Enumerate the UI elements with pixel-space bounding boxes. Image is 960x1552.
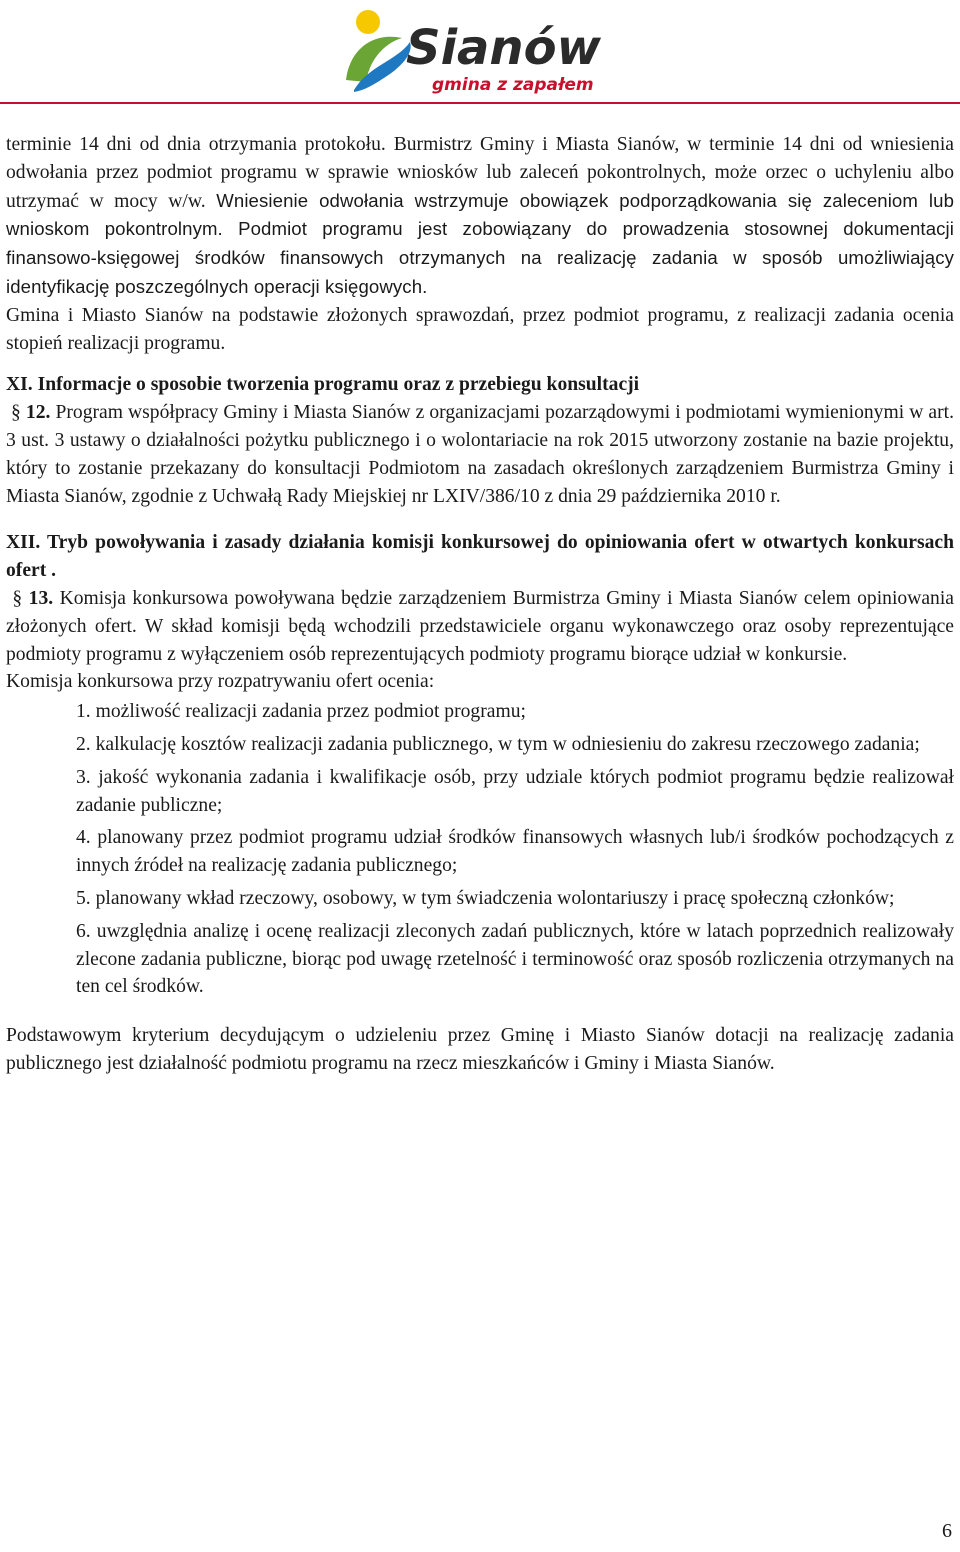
list-item: 1. możliwość realizacji zadania przez podmiot programu; [76, 701, 526, 723]
criteria-list [6, 698, 954, 1001]
paragraph-appeal-text: terminie 14 dni od dnia otrzymania protokołu. Burmistrz Gminy i Miasta Sianów, w terminie 14 dni od wniesienia odwołania przez podmiot programu w sprawie wniosków lub zaleceń pokontrolnych, może orzec o uchyleniu albo utrzymać w mocy w/w. [6, 134, 954, 212]
list-item: 5. planowany wkład rzeczowy, osobowy, w tym świadczenia wolontariuszy i pracę społeczną członków; [76, 887, 895, 909]
list-item: 3. jakość wykonania zadania i kwalifikacje osób, przy udziale których podmiot programu będzie realizował zadanie publiczne; [76, 766, 954, 816]
section-sign: § [6, 402, 26, 424]
paragraph-main-criterion: Podstawowym kryterium decydującym o udzieleniu przez Gminę i Miasto Sianów dotacji na realizację zadania publicznego jest działalność podmiotu programu na rzecz mieszkańców i Gminy i Miasta Sianów. [6, 1025, 954, 1074]
paragraph-assessment: Gmina i Miasto Sianów na podstawie złożonych sprawozdań, przez podmiot programu, z realizacji zadania ocenia stopień realizacji programu. [6, 304, 954, 354]
logo-sun-icon [356, 10, 380, 34]
paragraph-number: 12. [25, 402, 51, 424]
header-divider [0, 102, 960, 104]
paragraph-appeal [6, 131, 954, 302]
document-body [6, 131, 954, 1097]
section-xii-text: Komisja konkursowa powoływana będzie zarządzeniem Burmistrza Gminy i Miasta Sianów celem opiniowania złożonych ofert. W skład komisji będą wchodzili przedstawiciele organu wykonawczego oraz osoby reprezentujące podmioty programu z wyłączeniem osób reprezentujących podmioty programu biorące udział w konkursie. [6, 587, 954, 665]
section-xi-text: Program współpracy Gminy i Miasta Sianów z organizacjami pozarządowymi i podmiotami wymienionymi w art. 3 ust. 3 ustawy o działalności pożytku publicznego i o wolontariacie na rok 2015 utworzony zostanie na bazie projektu, który to zostanie przekazany do konsultacji Podmiotom na zasadach określonych zarządzeniem Burmistrza Gminy i Miasta Sianów, zgodnie z Uchwałą Rady Miejskiej nr LXIV/386/10 z dnia 29 października 2010 r. [6, 402, 954, 507]
paragraph-documentation: Wniesienie odwołania wstrzymuje obowiązek podporządkowania się zaleceniom lub wnioskom pokontrolnym. Podmiot programu jest zobowiązany do prowadzenia stosownej dokumentacji finansowo-księgowej środków finansowych otrzymanych na realizację zadania w sposób umożliwiający identyfikację poszczególnych operacji księgowych. [6, 189, 955, 297]
logo-tagline: gmina z zapałem [432, 75, 594, 95]
page-number: 6 [942, 1520, 952, 1542]
list-item: 6. uwzględnia analizę i ocenę realizacji zleconych zadań publicznych, które w latach poprzednich realizowały zlecone zadania publiczne, biorąc pod uwagę rzetelność i terminowość oraz sposób rozliczenia otrzymanych na ten cel środków. [76, 920, 954, 998]
paragraph-number: 13. [28, 587, 54, 609]
logo-wordmark: Sianów [406, 20, 601, 76]
section-sign: § [6, 587, 29, 609]
section-xi-heading: XI. Informacje o sposobie tworzenia programu oraz z przebiegu konsultacji [6, 374, 640, 396]
list-item: 2. kalkulację kosztów realizacji zadania publicznego, w tym w odniesieniu do zakresu rzeczowego zadania; [76, 733, 920, 755]
section-xii-paragraph [6, 585, 954, 668]
list-item: 4. planowany przez podmiot programu udział środków finansowych własnych lub/i środków pochodzących z innych źródeł na realizację zadania publicznego; [76, 827, 954, 877]
section-xi-paragraph [6, 399, 954, 510]
section-xii-heading: XII. Tryb powoływania i zasady działania komisji konkursowej do opiniowania ofert w otwartych konkursach ofert . [6, 532, 954, 582]
criteria-intro: Komisja konkursowa przy rozpatrywaniu ofert ocenia: [6, 671, 435, 693]
sianow-logo [340, 2, 610, 98]
